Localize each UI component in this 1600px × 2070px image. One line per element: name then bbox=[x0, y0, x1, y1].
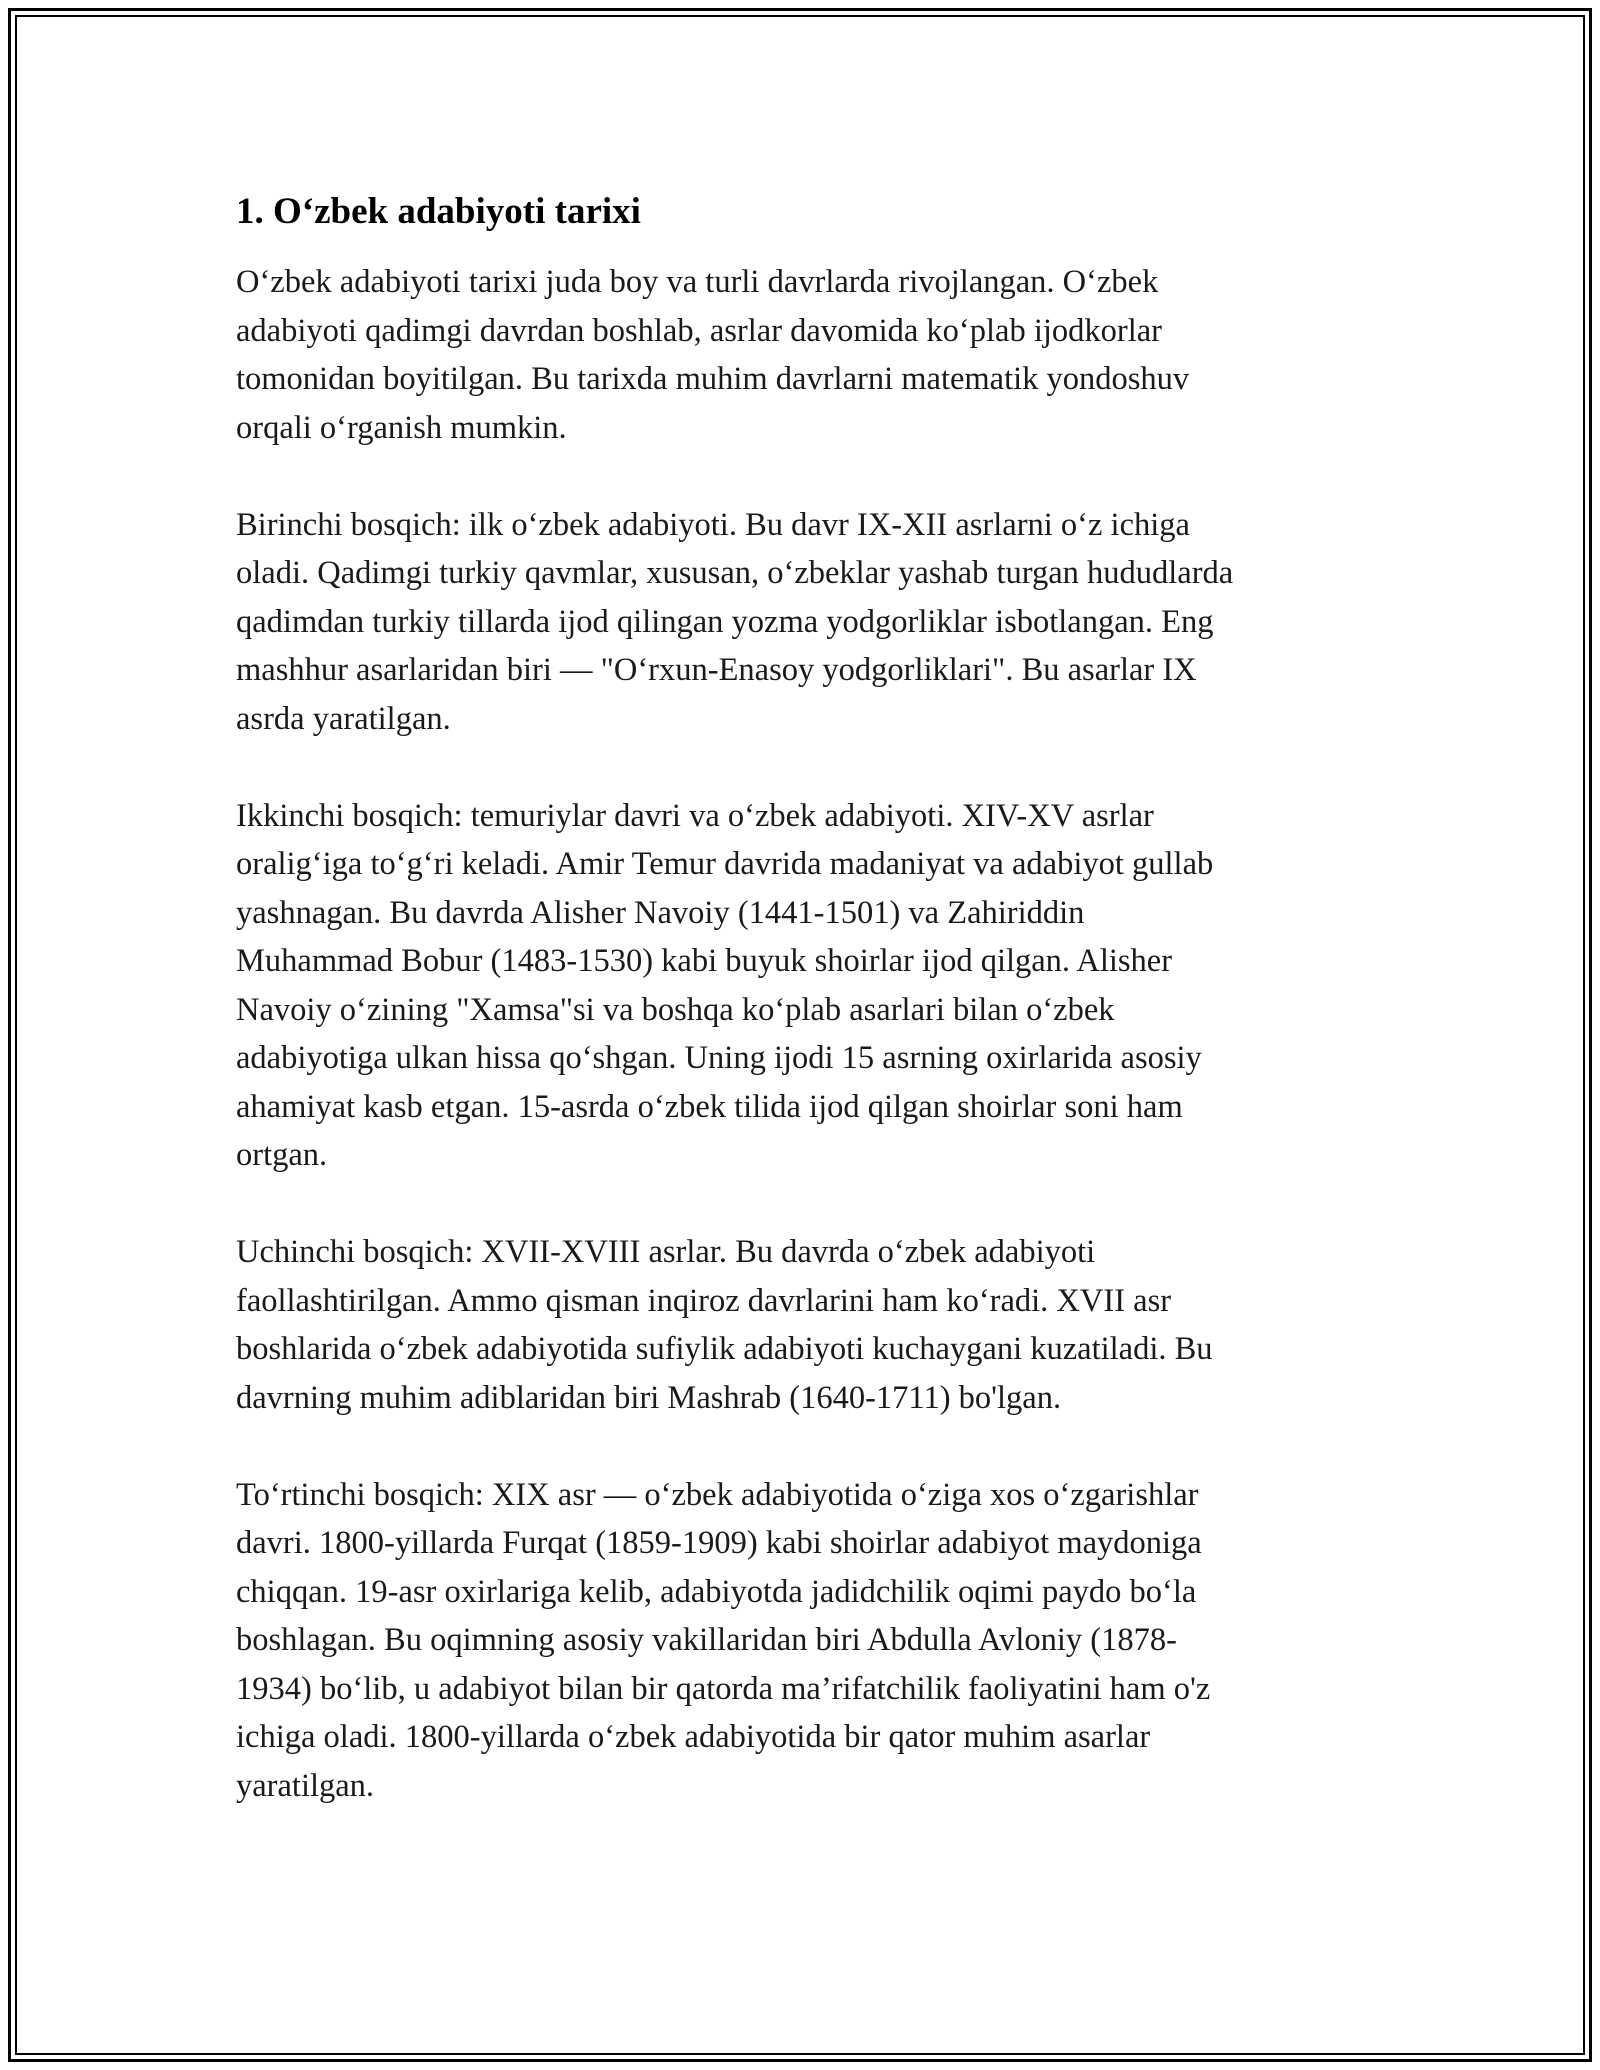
document-body bbox=[236, 188, 1386, 1859]
paragraph-stage-2 bbox=[236, 792, 1386, 1180]
text-line: oladi. Qadimgi turkiy qavmlar, xususan, o‘zbeklar yashab turgan hududlarda bbox=[236, 555, 1234, 591]
text-line: 1934) bo‘lib, u adabiyot bilan bir qatorda ma’rifatchilik faoliyatini ham o'z bbox=[236, 1670, 1211, 1707]
text-line: yaratilgan. bbox=[236, 1767, 375, 1804]
text-line: qadimdan turkiy tillarda ijod qilingan yozma yodgorliklar isbotlangan. Eng bbox=[236, 603, 1214, 640]
text-line: mashhur asarlaridan biri — "O‘rxun-Enasoy yodgorliklari". Bu asarlar IX bbox=[236, 652, 1197, 688]
text-line: Birinchi bosqich: ilk o‘zbek adabiyoti. Bu davr IX-XII asrlarni o‘z ichiga bbox=[236, 506, 1190, 543]
section-heading: 1. O‘zbek adabiyoti tarixi bbox=[236, 191, 641, 232]
text-line: davri. 1800-yillarda Furqat (1859-1909) kabi shoirlar adabiyot maydoniga bbox=[236, 1525, 1202, 1561]
text-line: faollashtirilgan. Ammo qisman inqiroz davrlarini ham ko‘radi. XVII asr bbox=[236, 1282, 1172, 1319]
text-line: orqali o‘rganish mumkin. bbox=[236, 409, 567, 446]
text-line: Muhammad Bobur (1483-1530) kabi buyuk shoirlar ijod qilgan. Alisher bbox=[236, 943, 1173, 979]
text-line: tomonidan boyitilgan. Bu tarixda muhim davrlarni matematik yondoshuv bbox=[236, 361, 1190, 397]
text-line: ahamiyat kasb etgan. 15-asrda o‘zbek tilida ijod qilgan shoirlar soni ham bbox=[236, 1088, 1183, 1125]
text-line: adabiyotiga ulkan hissa qo‘shgan. Uning ijodi 15 asrning oxirlarida asosiy bbox=[236, 1040, 1202, 1076]
paragraph-stage-4 bbox=[236, 1471, 1386, 1811]
text-line: adabiyoti qadimgi davrdan boshlab, asrlar davomida ko‘plab ijodkorlar bbox=[236, 312, 1162, 349]
paragraph-stage-3 bbox=[236, 1228, 1386, 1422]
text-line: ortgan. bbox=[236, 1137, 328, 1173]
text-line: Navoiy o‘zining "Xamsa"si va boshqa ko‘plab asarlari bilan o‘zbek bbox=[236, 991, 1115, 1028]
text-line: yashnagan. Bu davrda Alisher Navoiy (1441-1501) va Zahiriddin bbox=[236, 894, 1085, 931]
text-line: chiqqan. 19-asr oxirlariga kelib, adabiyotda jadidchilik oqimi paydo bo‘la bbox=[236, 1573, 1197, 1610]
paragraph-stage-1 bbox=[236, 501, 1386, 744]
text-line: oralig‘iga to‘g‘ri keladi. Amir Temur davrida madaniyat va adabiyot gullab bbox=[236, 846, 1214, 882]
text-line: Ikkinchi bosqich: temuriylar davri va o‘zbek adabiyoti. XIV-XV asrlar bbox=[236, 797, 1154, 834]
text-line: O‘zbek adabiyoti tarixi juda boy va turli davrlarda rivojlangan. O‘zbek bbox=[236, 264, 1159, 300]
text-line: ichiga oladi. 1800-yillarda o‘zbek adabiyotida bir qator muhim asarlar bbox=[236, 1719, 1151, 1755]
text-line: boshlagan. Bu oqimning asosiy vakillaridan biri Abdulla Avloniy (1878- bbox=[236, 1622, 1177, 1658]
text-line: asrda yaratilgan. bbox=[236, 700, 451, 737]
text-line: Uchinchi bosqich: XVII-XVIII asrlar. Bu davrda o‘zbek adabiyoti bbox=[236, 1234, 1096, 1270]
text-line: To‘rtinchi bosqich: XIX asr — o‘zbek adabiyotida o‘ziga xos o‘zgarishlar bbox=[236, 1476, 1199, 1513]
text-line: boshlarida o‘zbek adabiyotida sufiylik adabiyoti kuchaygani kuzatiladi. Bu bbox=[236, 1331, 1213, 1367]
text-line: davrning muhim adiblaridan biri Mashrab (1640-1711) bo'lgan. bbox=[236, 1379, 1062, 1416]
paragraph-intro bbox=[236, 258, 1386, 452]
